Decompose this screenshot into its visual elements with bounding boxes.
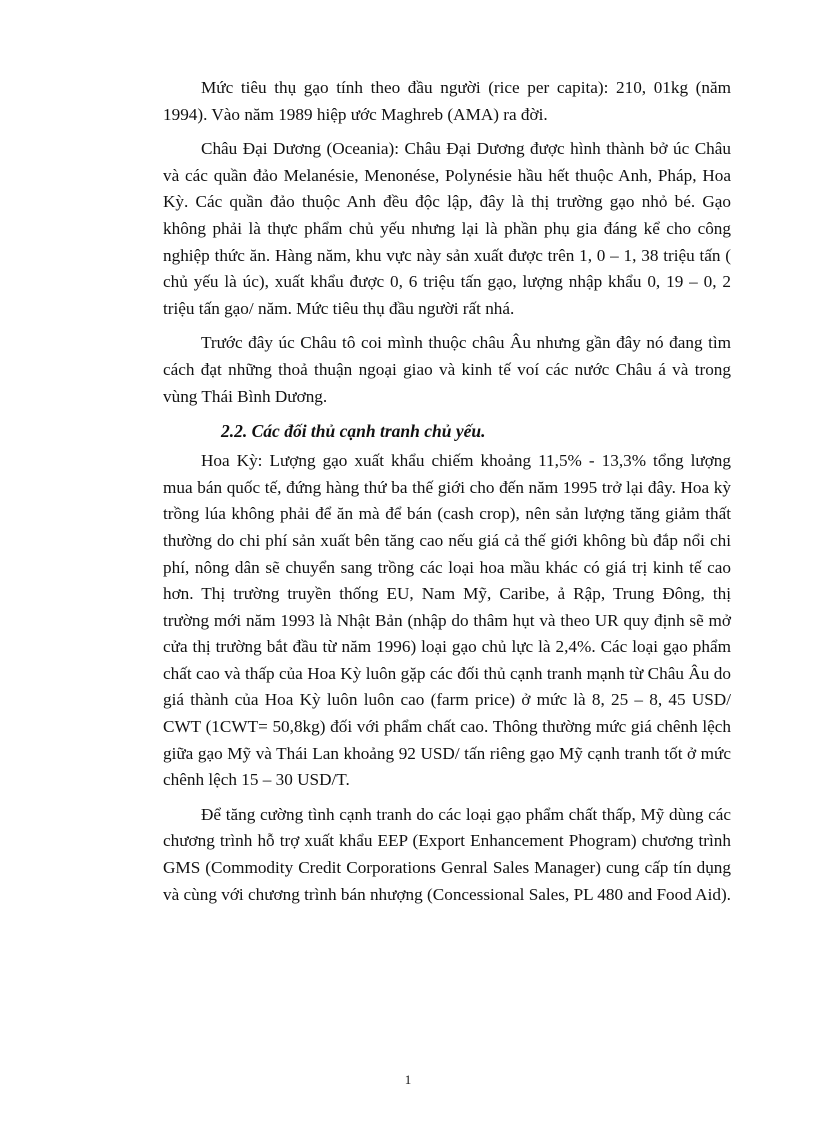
paragraph-export-programs: Để tăng cường tình cạnh tranh do các loại gạo phẩm chất thấp, Mỹ dùng các chương trình hỗ trợ xuất khẩu EEP (Export Enhancement Phogram) chương trình GMS (Commodity Credit Corporations Genral Sales Manager) cung cấp tín dụng và cùng với chương trình bán nhượng (Concessional Sales, PL 480 and Food Aid). bbox=[163, 804, 731, 904]
page-number: 1 bbox=[404, 1072, 412, 1087]
paragraph-oceania: Châu Đại Dương (Oceania): Châu Đại Dương được hình thành bở úc Châu và các quần đảo Melanésie, Menonése, Polynésie hầu hết thuộc Anh, Pháp, Hoa Kỳ. Các quần đảo thuộc Anh đều độc lập, đây là thị trường gạo nhỏ bé. Gạo không phải là thực phẩm chủ yếu nhưng lại là phần phụ gia đáng kể cho công nghiệp thức ăn. Hàng năm, khu vực này sản xuất được trên 1, 0 – 1, 38 triệu tấn ( chủ yếu là úc), xuất khẩu được 0, 6 triệu tấn gạo, lượng nhập khẩu 0, 19 – 0, 2 triệu tấn gạo/ năm. Mức tiêu thụ đầu người rất nhá. bbox=[163, 139, 731, 318]
paragraph-australia: Trước đây úc Châu tô coi mình thuộc châu Âu nhưng gần đây nó đang tìm cách đạt những thoả thuận ngoại giao và kinh tế voí các nước Châu á và trong vùng Thái Bình Dương. bbox=[163, 333, 731, 406]
paragraph-usa: Hoa Kỳ: Lượng gạo xuất khẩu chiếm khoảng 11,5% - 13,3% tổng lượng mua bán quốc tế, đứng hàng thứ ba thế giới cho đến năm 1995 trở lại đây. Hoa kỳ trồng lúa không phải để ăn mà để bán (cash crop), nên sản lượng tăng giảm thất thường do chi phí sản xuất bên tăng cao nếu giá cả thế giới không bù đắp nổi chi phí, nông dân sẽ chuyển sang trồng các loại hoa mầu khác có giá trị kinh tế cao hơn. Thị trường truyền thống EU, Nam Mỹ, Caribe, ả Rập, Trung Đông, thị trường mới năm 1993 là Nhật Bản (nhập do thâm hụt và theo UR quy định sẽ mở cửa thị trường bắt đầu từ năm 1996) loại gạo chủ lực là 2,4%. Các loại gạo phẩm chất cao và thấp của Hoa Kỳ luôn gặp các đối thủ cạnh tranh mạnh từ Châu Âu do giá thành của Hoa Kỳ luôn luôn cao (farm price) ở mức là 8, 25 – 8, 45 USD/ CWT (1CWT= 50,8kg) đối với phẩm chất cao. Thông thường mức giá chênh lệch giữa gạo Mỹ và Thái Lan khoảng 92 USD/ tấn riêng gạo Mỹ cạnh tranh tốt ở mức chênh lệch 15 – 30 USD/T. bbox=[163, 451, 731, 790]
paragraph-rice-per-capita: Mức tiêu thụ gạo tính theo đầu người (rice per capita): 210, 01kg (năm 1994). Vào năm 1989 hiệp ước Maghreb (AMA) ra đời. bbox=[163, 78, 731, 124]
document-body bbox=[163, 75, 731, 916]
section-heading: 2.2. Các đối thủ cạnh tranh chủ yếu. bbox=[221, 421, 486, 442]
